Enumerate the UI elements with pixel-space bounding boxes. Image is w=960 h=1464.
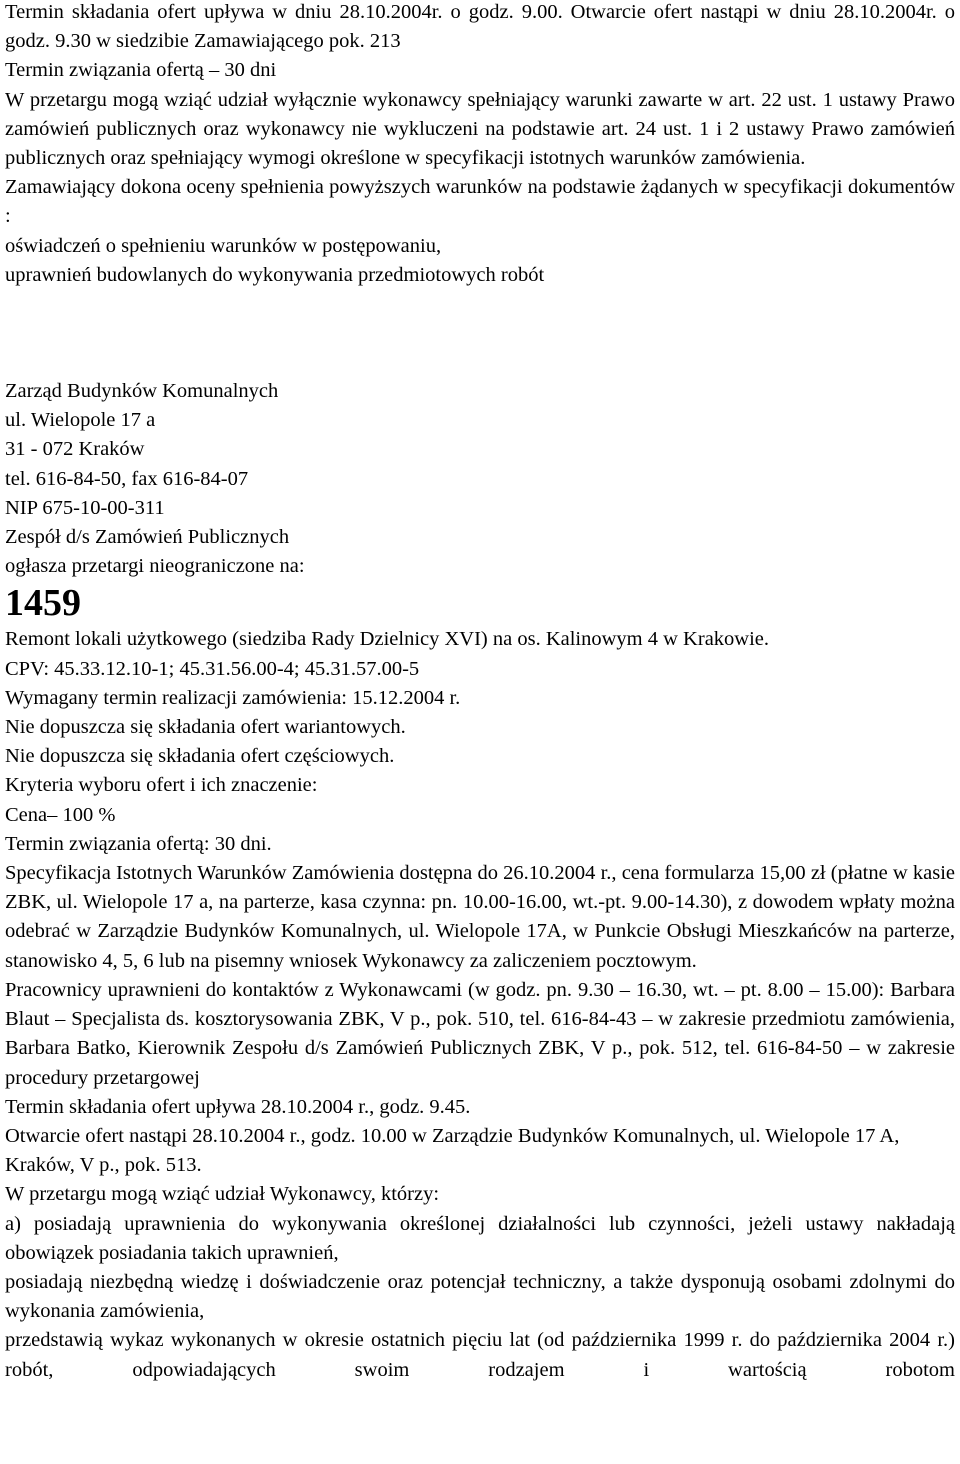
condition-a: a) posiadają uprawnienia do wykonywania określonej działalności lub czynności, jeżeli ustawy nakładają obowiązek posiadania takich uprawnień,	[5, 1212, 955, 1264]
contacts-paragraph: Pracownicy uprawnieni do kontaktów z Wykonawcami (w godz. pn. 9.30 – 16.30, wt. – pt. 8.00 – 15.00): Barbara Blaut – Specjalista ds. kosztorysowania ZBK, V p., pok. 510, tel. 616-84-43 – w zakresie przedmiotu zamówienia, Barbara Batko, Kierownik Zespołu d/s Zamówień Publicznych ZBK, V p., pok. 512, tel. 616-84-50 – w zakresie procedury przetargowej	[5, 978, 955, 1089]
document-page	[5, 0, 955, 1385]
document-requirement-2: uprawnień budowlanych do wykonywania przedmiotowych robót	[5, 263, 545, 286]
binding-period-line: Termin związania ofertą – 30 dni	[5, 59, 277, 82]
evaluation-paragraph: Zamawiający dokona oceny spełnienia powyższych warunków na podstawie żądanych w specyfikacji dokumentów :	[5, 176, 955, 228]
organization-header	[5, 377, 955, 581]
announcement-subject: Remont lokali użytkowego (siedziba Rady Dzielnicy XVI) na os. Kalinowym 4 w Krakowie.	[5, 628, 770, 651]
criteria-price: Cena– 100 %	[5, 803, 116, 826]
binding-period: Termin związania ofertą: 30 dni.	[5, 832, 272, 855]
completion-deadline: Wymagany termin realizacji zamówienia: 15.12.2004 r.	[5, 686, 461, 709]
submission-deadline: Termin składania ofert upływa 28.10.2004 r., godz. 9.45.	[5, 1095, 471, 1118]
cpv-codes: CPV: 45.33.12.10-1; 45.31.56.00-4; 45.31.57.00-5	[5, 657, 420, 680]
variant-offers-note: Nie dopuszcza się składania ofert wariantowych.	[5, 716, 406, 739]
siwz-paragraph: Specyfikacja Istotnych Warunków Zamówienia dostępna do 26.10.2004 r., cena formularza 15,00 zł (płatne w kasie ZBK, ul. Wielopole 17 a, na parterze, kasa czynna: pn. 10.00-16.00, wt.-pt. 9.00-14.30), z dowodem wpłaty można odebrać w Zarządzie Budynków Komunalnych, ul. Wielopole 17A, w Punkcie Obsługi Mieszkańców na parterze, stanowisko 4, 5, 6 lub na pisemny wniosek Wykonawcy za zaliczeniem pocztowym.	[5, 862, 955, 972]
announces-line: ogłasza przetargi nieograniczone na:	[5, 555, 305, 578]
organization-name: Zarząd Budynków Komunalnych	[5, 380, 279, 403]
section-spacer	[5, 290, 955, 377]
criteria-heading: Kryteria wyboru ofert i ich znaczenie:	[5, 774, 318, 797]
organization-nip: NIP 675-10-00-311	[5, 496, 165, 519]
eligibility-paragraph: W przetargu mogą wziąć udział wyłącznie wykonawcy spełniający warunki zawarte w art. 22 ust. 1 ustawy Prawo zamówień publicznych oraz wykonawcy nie wykluczeni na podstawie art. 24 ust. 1 i 2 ustawy Prawo zamówień publicznych oraz spełniający wymogi określone w specyfikacji istotnych warunków zamówienia.	[5, 88, 955, 170]
condition-b: posiadają niezbędną wiedzę i doświadczenie oraz potencjał techniczny, a także dysponują osobami zdolnymi do wykonania zamówienia,	[5, 1270, 955, 1323]
partial-offers-note: Nie dopuszcza się składania ofert częściowych.	[5, 745, 395, 768]
organization-team: Zespół d/s Zamówień Publicznych	[5, 526, 290, 549]
organization-street: ul. Wielopole 17 a	[5, 409, 156, 432]
offer-deadline-paragraph: Termin składania ofert upływa w dniu 28.10.2004r. o godz. 9.00. Otwarcie ofert nastąpi w dniu 28.10.2004r. o godz. 9.30 w siedzibie Zamawiającego pok. 213	[5, 1, 955, 53]
opening-paragraph: Otwarcie ofert nastąpi 28.10.2004 r., godz. 10.00 w Zarządzie Budynków Komunalnych, ul. Wielopole 17 A, Kraków, V p., pok. 513.	[5, 1124, 900, 1177]
participation-intro: W przetargu mogą wziąć udział Wykonawcy, którzy:	[5, 1183, 440, 1206]
announcement-body	[5, 625, 955, 1384]
condition-c: przedstawią wykaz wykonanych w okresie ostatnich pięciu lat (od października 1999 r. do października 2004 r.) robót, odpowiadających swoim rodzajem i wartością robotom	[5, 1329, 955, 1381]
announcement-number: 1459	[5, 582, 81, 625]
document-requirement-1: oświadczeń o spełnieniu warunków w postępowaniu,	[5, 234, 442, 257]
top-section	[5, 0, 955, 290]
organization-phone: tel. 616-84-50, fax 616-84-07	[5, 467, 249, 490]
organization-city: 31 - 072 Kraków	[5, 438, 145, 461]
